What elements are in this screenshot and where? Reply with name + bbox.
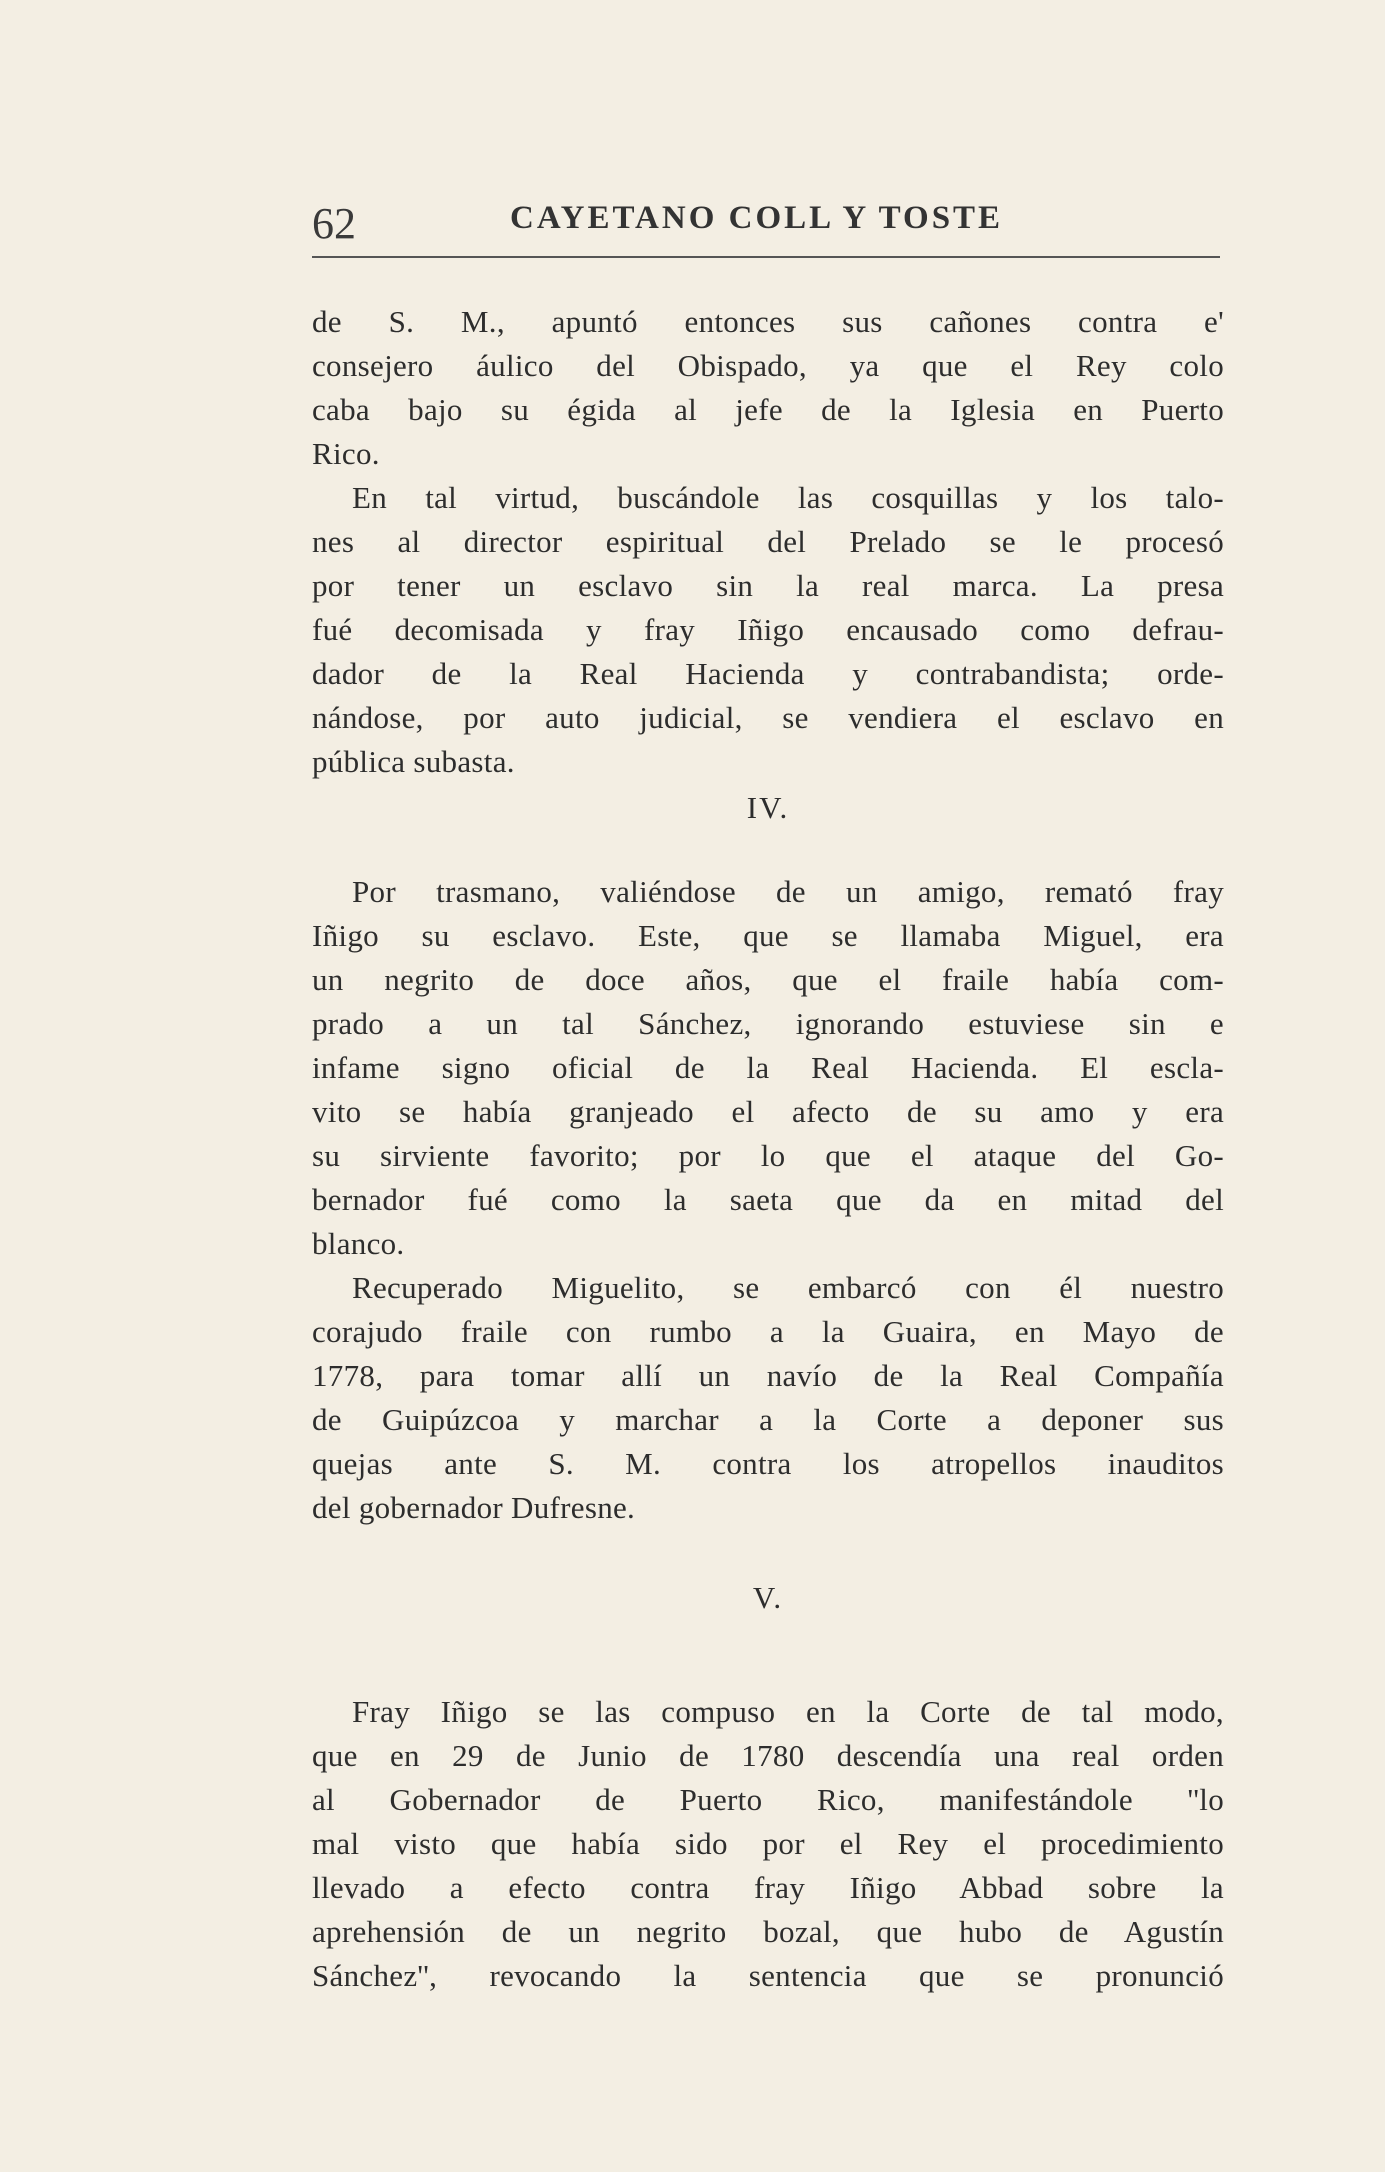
running-head [312, 192, 1220, 262]
paragraph [312, 476, 1224, 784]
text-line: prado a un tal Sánchez, ignorando estuviese sin e [312, 1006, 1224, 1041]
text-line: consejero áulico del Obispado, ya que el Rey colo [312, 348, 1224, 383]
running-title: CAYETANO COLL Y TOSTE [510, 200, 1004, 236]
text-line: que en 29 de Junio de 1780 descendía una real orden [312, 1738, 1224, 1773]
text-line: pública subasta. [312, 744, 515, 779]
text-line: un negrito de doce años, que el fraile había com- [312, 962, 1224, 997]
paragraph [312, 870, 1224, 1266]
text-line: del gobernador Dufresne. [312, 1490, 636, 1525]
text-line: nes al director espiritual del Prelado se le procesó [312, 524, 1224, 559]
text-line: Recuperado Miguelito, se embarcó con él nuestro [352, 1270, 1224, 1305]
section-heading: V. [752, 1580, 784, 1615]
body-text [312, 300, 1224, 1998]
text-line: llevado a efecto contra fray Iñigo Abbad sobre la [312, 1870, 1224, 1905]
text-line: En tal virtud, buscándole las cosquillas y los talo- [352, 480, 1224, 515]
text-line: blanco. [312, 1226, 405, 1261]
text-line: por tener un esclavo sin la real marca. La presa [312, 568, 1224, 603]
page-number: 62 [312, 199, 356, 248]
text-line: vito se había granjeado el afecto de su amo y era [312, 1094, 1224, 1129]
text-line: nándose, por auto judicial, se vendiera el esclavo en [312, 700, 1224, 735]
paragraph [312, 1690, 1224, 1998]
text-line: mal visto que había sido por el Rey el procedimiento [312, 1826, 1224, 1861]
section-heading: IV. [746, 790, 790, 825]
text-line: Rico. [312, 436, 380, 471]
text-line: aprehensión de un negrito bozal, que hubo de Agustín [312, 1914, 1224, 1949]
text-line: 1778, para tomar allí un navío de la Real Compañía [312, 1358, 1224, 1393]
text-line: Por trasmano, valiéndose de un amigo, remató fray [352, 874, 1224, 909]
text-line: Fray Iñigo se las compuso en la Corte de tal modo, [352, 1694, 1224, 1729]
text-line: de Guipúzcoa y marchar a la Corte a deponer sus [312, 1402, 1224, 1437]
text-line: Sánchez'', revocando la sentencia que se pronunció [312, 1958, 1224, 1993]
text-line: su sirviente favorito; por lo que el ataque del Go- [312, 1138, 1224, 1173]
text-line: infame signo oficial de la Real Hacienda. El escla- [312, 1050, 1224, 1085]
text-line: al Gobernador de Puerto Rico, manifestándole ''lo [312, 1782, 1224, 1817]
paragraph [312, 1266, 1224, 1530]
text-line: dador de la Real Hacienda y contrabandista; orde- [312, 656, 1224, 691]
text-line: caba bajo su égida al jefe de la Iglesia en Puerto [312, 392, 1224, 427]
header-rule [312, 256, 1220, 258]
text-line: Iñigo su esclavo. Este, que se llamaba Miguel, era [312, 918, 1224, 953]
paragraph [312, 300, 1224, 476]
text-line: fué decomisada y fray Iñigo encausado como defrau- [312, 612, 1224, 647]
text-line: de S. M., apuntó entonces sus cañones contra e' [312, 304, 1224, 339]
text-line: corajudo fraile con rumbo a la Guaira, en Mayo de [312, 1314, 1224, 1349]
text-line: bernador fué como la saeta que da en mitad del [312, 1182, 1224, 1217]
text-line: quejas ante S. M. contra los atropellos inauditos [312, 1446, 1224, 1481]
